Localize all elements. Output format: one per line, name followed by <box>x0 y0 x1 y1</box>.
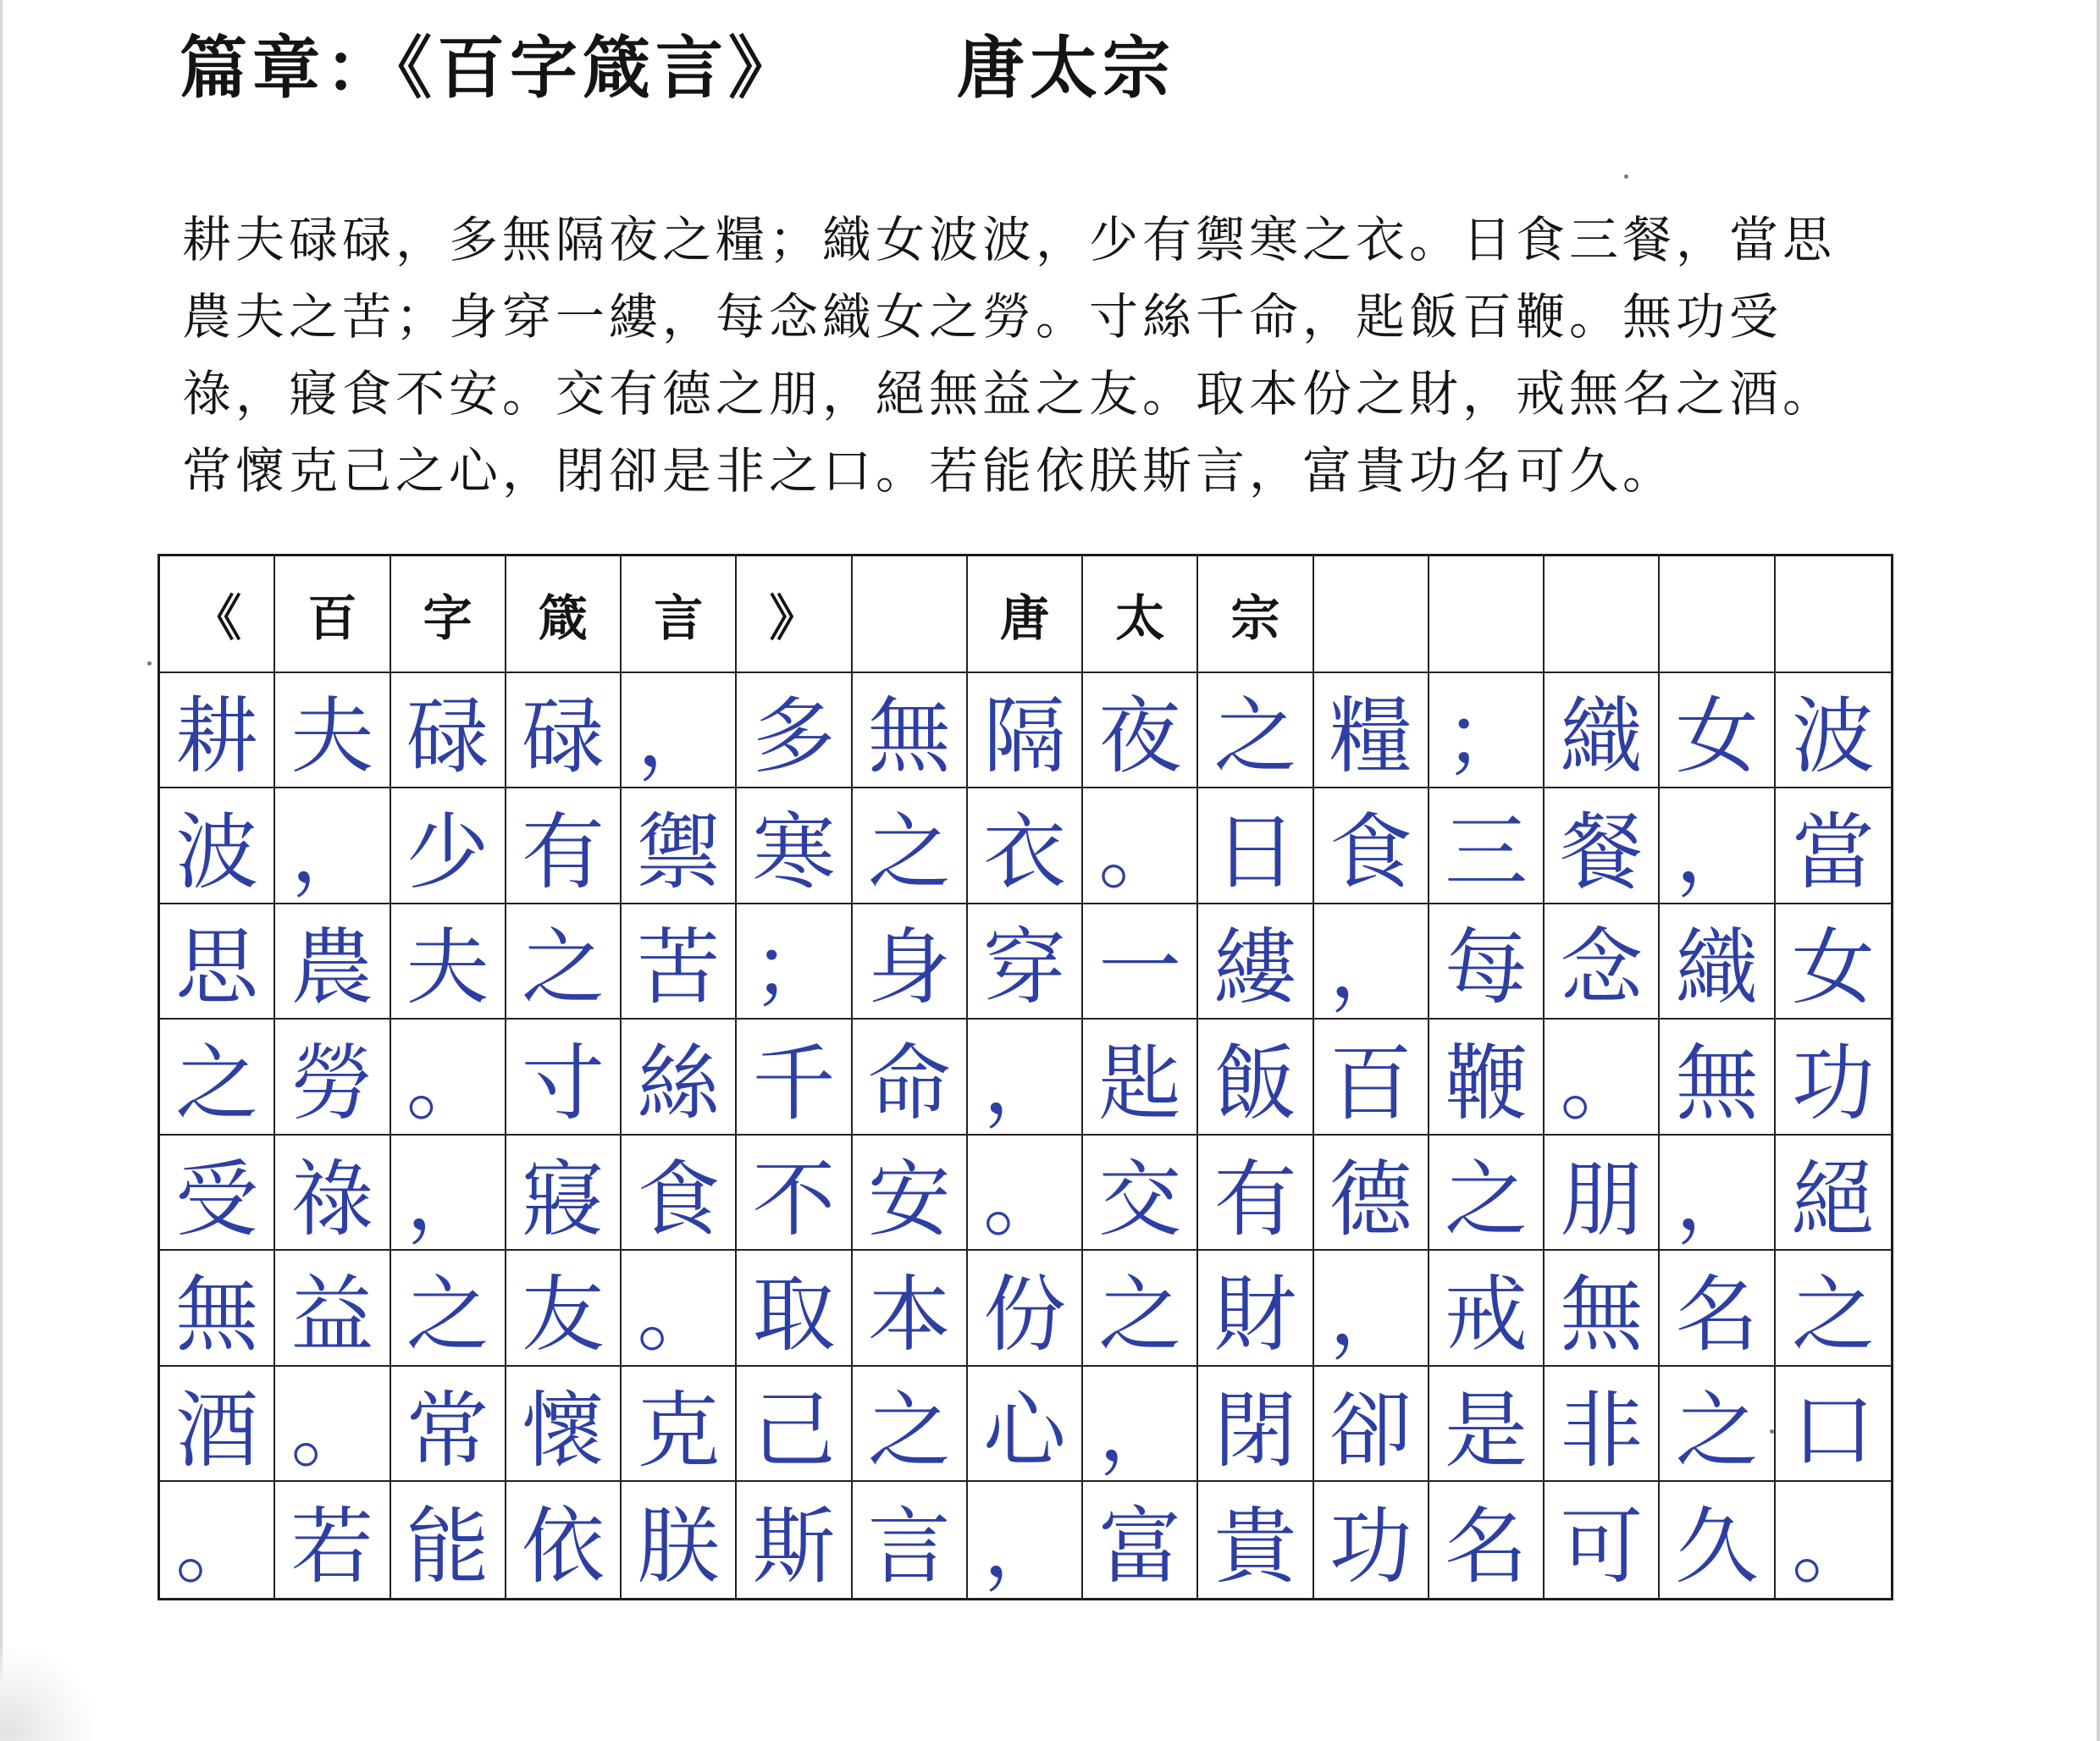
grid-handwritten-cell: 日 <box>1198 788 1313 904</box>
grid-handwritten-cell: 名 <box>1660 1251 1775 1367</box>
grid-handwritten-cell: 無 <box>160 1251 275 1367</box>
grid-handwritten-cell: 。 <box>968 1136 1083 1252</box>
grid-handwritten-cell: 之 <box>160 1020 275 1136</box>
scan-speck <box>147 661 152 666</box>
grid-header-cell: 百 <box>275 556 390 673</box>
grid-handwritten-cell: 飯 <box>1198 1020 1313 1136</box>
scan-speck <box>1624 174 1628 179</box>
grid-handwritten-cell: 波 <box>1776 673 1891 789</box>
grid-handwritten-cell: 絕 <box>1776 1136 1891 1252</box>
grid-handwritten-cell: 受 <box>160 1136 275 1252</box>
grid-handwritten-cell: 餐 <box>1545 788 1660 904</box>
grid-handwritten-cell: 。 <box>622 1251 737 1367</box>
grid-handwritten-cell: 取 <box>737 1251 852 1367</box>
passage-line: 常懷克己之心，閉卻是非之口。若能依朕斯言，富貴功名可久。 <box>182 442 1677 500</box>
grid-handwritten-cell: ； <box>737 904 852 1020</box>
grid-handwritten-cell: 功 <box>1776 1020 1891 1136</box>
grid-header-cell <box>1314 556 1429 673</box>
grid-header-cell <box>853 556 968 673</box>
grid-handwritten-cell: 鞭 <box>1429 1020 1545 1136</box>
grid-header-cell: 箴 <box>506 556 622 673</box>
grid-header-cell: 》 <box>737 556 852 673</box>
grid-handwritten-cell: 閉 <box>1198 1367 1313 1483</box>
grid-header-cell: 宗 <box>1198 556 1313 673</box>
grid-header-cell: 《 <box>160 556 275 673</box>
grid-handwritten-cell: 食 <box>622 1136 737 1252</box>
grid-handwritten-cell: 有 <box>506 788 622 904</box>
grid-handwritten-cell: 久 <box>1660 1482 1775 1598</box>
grid-handwritten-cell: 思 <box>160 904 275 1020</box>
grid-handwritten-cell: 德 <box>1314 1136 1429 1252</box>
grid-handwritten-cell: ； <box>1429 673 1545 789</box>
grid-handwritten-cell: 言 <box>853 1482 968 1598</box>
grid-handwritten-cell: 農 <box>275 904 390 1020</box>
grid-handwritten-cell: 三 <box>1429 788 1545 904</box>
grid-handwritten-cell: 依 <box>506 1482 622 1598</box>
grid-handwritten-cell: 念 <box>1545 904 1660 1020</box>
grid-header-cell <box>1429 556 1545 673</box>
grid-handwritten-cell: ， <box>968 1482 1083 1598</box>
grid-handwritten-cell: 波 <box>160 788 275 904</box>
grid-handwritten-cell: 交 <box>1083 1136 1198 1252</box>
grid-handwritten-cell: 富 <box>1083 1482 1198 1598</box>
grid-handwritten-cell: 千 <box>737 1020 852 1136</box>
grid-handwritten-cell: 寸 <box>506 1020 622 1136</box>
scan-speck <box>1770 1429 1774 1434</box>
page-title <box>180 28 1175 108</box>
grid-handwritten-cell: 苦 <box>622 904 737 1020</box>
grid-handwritten-cell: 友 <box>506 1251 622 1367</box>
grid-handwritten-cell: 朕 <box>622 1482 737 1598</box>
page-left-edge <box>0 0 3 1741</box>
grid-handwritten-cell: 衣 <box>968 788 1083 904</box>
grid-handwritten-cell: 之 <box>1198 673 1313 789</box>
page-right-edge <box>2097 0 2100 1741</box>
grid-handwritten-cell: 戒 <box>1429 1251 1545 1367</box>
title-author: 唐太宗 <box>956 28 1175 108</box>
grid-handwritten-cell: 絲 <box>622 1020 737 1136</box>
grid-handwritten-cell: 當 <box>1776 788 1891 904</box>
grid-handwritten-cell: ， <box>391 1136 506 1252</box>
grid-handwritten-cell: 名 <box>1429 1482 1545 1598</box>
grid-handwritten-cell: 寒 <box>737 788 852 904</box>
grid-handwritten-cell: 碌 <box>391 673 506 789</box>
grid-handwritten-cell: 安 <box>853 1136 968 1252</box>
grid-handwritten-cell: 份 <box>968 1251 1083 1367</box>
grid-handwritten-cell: 命 <box>853 1020 968 1136</box>
grid-handwritten-cell: 織 <box>1660 904 1775 1020</box>
grid-header-cell: 言 <box>622 556 737 673</box>
grid-header-cell <box>1776 556 1891 673</box>
grid-handwritten-cell: ， <box>1314 904 1429 1020</box>
grid-handwritten-cell: 酒 <box>160 1367 275 1483</box>
grid-handwritten-cell: 無 <box>1660 1020 1775 1136</box>
grid-handwritten-cell: 食 <box>1314 788 1429 904</box>
grid-handwritten-cell: ， <box>1083 1367 1198 1483</box>
grid-handwritten-cell: 無 <box>853 673 968 789</box>
grid-handwritten-cell: 本 <box>853 1251 968 1367</box>
grid-handwritten-cell: 縷 <box>1198 904 1313 1020</box>
grid-handwritten-cell: 。 <box>1083 788 1198 904</box>
grid-handwritten-cell: 耕 <box>160 673 275 789</box>
grid-handwritten-cell: 非 <box>1545 1367 1660 1483</box>
grid-handwritten-cell: 之 <box>1660 1367 1775 1483</box>
grid-handwritten-cell: ， <box>622 673 737 789</box>
grid-handwritten-cell: 女 <box>1776 904 1891 1020</box>
grid-handwritten-cell: 功 <box>1314 1482 1429 1598</box>
grid-handwritten-cell: 有 <box>1198 1136 1313 1252</box>
grid-handwritten-cell: 朋 <box>1545 1136 1660 1252</box>
grid-handwritten-cell: ， <box>1314 1251 1429 1367</box>
grid-handwritten-cell: 夫 <box>275 673 390 789</box>
grid-handwritten-cell: 少 <box>391 788 506 904</box>
scan-smudge <box>0 1648 93 1741</box>
grid-handwritten-cell: 糧 <box>1314 673 1429 789</box>
grid-handwritten-cell: 之 <box>1776 1251 1891 1367</box>
grid-handwritten-cell: 己 <box>737 1367 852 1483</box>
grid-handwritten-cell: 不 <box>737 1136 852 1252</box>
grid-handwritten-cell: ， <box>1660 788 1775 904</box>
grid-handwritten-cell: 卻 <box>1314 1367 1429 1483</box>
grid-handwritten-cell: 百 <box>1314 1020 1429 1136</box>
grid-handwritten-cell: 女 <box>1660 673 1775 789</box>
grid-handwritten-cell: 常 <box>391 1367 506 1483</box>
title-text: 篇章：《百字箴言》 <box>180 28 801 108</box>
grid-handwritten-cell: 勞 <box>275 1020 390 1136</box>
grid-handwritten-cell: 之 <box>853 1367 968 1483</box>
grid-handwritten-cell: 之 <box>853 788 968 904</box>
passage-line: 耕夫碌碌，多無隔夜之糧；織女波波，少有禦寒之衣。日食三餐，當思 <box>182 211 1837 268</box>
grid-handwritten-cell: 匙 <box>1083 1020 1198 1136</box>
grid-handwritten-cell: 是 <box>1429 1367 1545 1483</box>
printed-passage <box>182 202 1909 510</box>
grid-header-cell <box>1660 556 1775 673</box>
grid-handwritten-cell: 口 <box>1776 1367 1891 1483</box>
grid-handwritten-cell: 可 <box>1545 1482 1660 1598</box>
passage-line: 祿，寢食不安。交有德之朋，絕無益之友。取本份之財，戒無名之酒。 <box>182 365 1837 423</box>
grid-handwritten-cell: 若 <box>275 1482 390 1598</box>
grid-handwritten-cell: 之 <box>1429 1136 1545 1252</box>
grid-handwritten-cell: 穿 <box>968 904 1083 1020</box>
grid-handwritten-cell: 。 <box>160 1482 275 1598</box>
grid-handwritten-cell: 斯 <box>737 1482 852 1598</box>
grid-handwritten-cell: 無 <box>1545 1251 1660 1367</box>
grid-handwritten-cell: 祿 <box>275 1136 390 1252</box>
grid-handwritten-cell: 碌 <box>506 673 622 789</box>
grid-handwritten-cell: 能 <box>391 1482 506 1598</box>
grid-header-cell: 唐 <box>968 556 1083 673</box>
grid-handwritten-cell: ， <box>968 1020 1083 1136</box>
grid-handwritten-cell: 寢 <box>506 1136 622 1252</box>
grid-handwritten-cell: 。 <box>391 1020 506 1136</box>
grid-handwritten-cell: 財 <box>1198 1251 1313 1367</box>
grid-handwritten-cell: 一 <box>1083 904 1198 1020</box>
passage-line: 農夫之苦；身穿一縷，每念織女之勞。寸絲千命，匙飯百鞭。無功受 <box>182 288 1783 345</box>
grid-handwritten-cell: 身 <box>853 904 968 1020</box>
grid-header-cell <box>1545 556 1660 673</box>
grid-handwritten-cell: ， <box>1660 1136 1775 1252</box>
grid-handwritten-cell: 夜 <box>1083 673 1198 789</box>
grid-handwritten-cell: 之 <box>506 904 622 1020</box>
grid-handwritten-cell: 益 <box>275 1251 390 1367</box>
grid-handwritten-cell: 每 <box>1429 904 1545 1020</box>
grid-handwritten-cell: 。 <box>275 1367 390 1483</box>
copying-grid <box>158 554 1893 1600</box>
grid-handwritten-cell: 貴 <box>1198 1482 1313 1598</box>
grid-header-cell: 太 <box>1083 556 1198 673</box>
grid-handwritten-cell: 心 <box>968 1367 1083 1483</box>
grid-handwritten-cell: 之 <box>391 1251 506 1367</box>
grid-handwritten-cell: 懷 <box>506 1367 622 1483</box>
grid-handwritten-cell: 隔 <box>968 673 1083 789</box>
grid-handwritten-cell: 。 <box>1791 1499 1875 1596</box>
grid-handwritten-cell: 夫 <box>391 904 506 1020</box>
grid-handwritten-cell: 織 <box>1545 673 1660 789</box>
grid-handwritten-cell: 克 <box>622 1367 737 1483</box>
grid-handwritten-cell: ， <box>275 788 390 904</box>
grid-handwritten-cell: 禦 <box>622 788 737 904</box>
grid-header-cell: 字 <box>391 556 506 673</box>
grid-handwritten-cell: 。 <box>1545 1020 1660 1136</box>
grid-handwritten-cell: 之 <box>1083 1251 1198 1367</box>
grid-handwritten-cell: 多 <box>737 673 852 789</box>
